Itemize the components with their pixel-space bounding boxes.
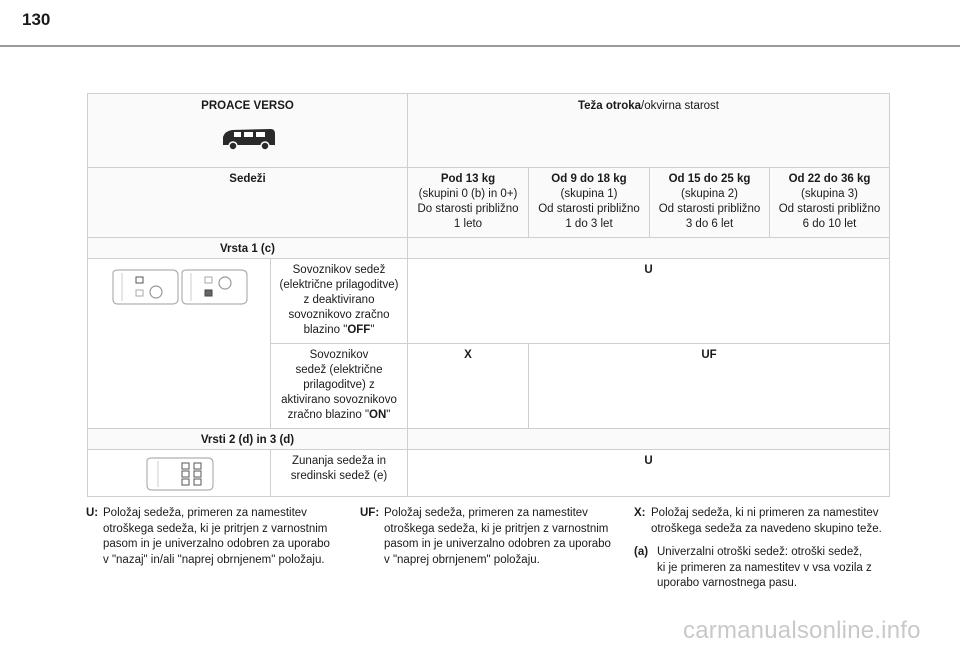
group-line: Do starosti približno — [417, 203, 519, 215]
desc-line: sedež (električne — [295, 364, 383, 376]
suitability-value: UF — [701, 349, 717, 361]
footnote-line: pasom in je univerzalno odobren za uporabo — [103, 538, 330, 550]
group-cell-2 — [649, 167, 770, 238]
group-weight: Pod 13 kg — [440, 173, 496, 185]
desc-line: z deaktivirano — [303, 294, 375, 306]
group-line: 1 leto — [453, 218, 483, 230]
group-weight: Od 22 do 36 kg — [788, 173, 871, 185]
footnote-u — [86, 506, 346, 570]
footnote-line: pasom in je univerzalno odobren za uporabo — [384, 538, 611, 550]
footnote-x — [634, 506, 904, 538]
desc-line: Sovoznikov sedež — [292, 264, 386, 276]
row1-label: Vrsta 1 (c) — [220, 243, 275, 255]
group-line: (skupina 2) — [681, 188, 738, 200]
row2-label-cell — [87, 428, 408, 450]
footnote-line: Univerzalni otroški sedež: otroški sedež, — [657, 546, 863, 558]
desc-line: sovoznikovo zračno — [288, 309, 390, 321]
airbag-on-label: ON — [369, 409, 387, 421]
footnote-line: v "naprej obrnjenem" položaju. — [384, 553, 540, 566]
group-line: Od starosti približno — [658, 203, 761, 215]
group-line: (skupina 3) — [801, 188, 858, 200]
group-line: (skupini 0 (b) in 0+) — [418, 188, 518, 200]
desc-line: prilagoditve) z — [303, 379, 375, 391]
footnote-key: UF: — [360, 507, 380, 519]
weight-header-rest: /okvirna starost — [641, 100, 720, 112]
footnote-line: otroškega sedeža, ki je pritrjen z varnostnim — [103, 522, 328, 535]
footnote-key: U: — [86, 507, 99, 519]
desc-last-suffix: " — [386, 409, 391, 421]
group-line: Od starosti približno — [778, 203, 881, 215]
group-weight: Od 9 do 18 kg — [551, 173, 627, 185]
seats-label-cell — [87, 167, 408, 238]
group-line: 6 do 10 let — [802, 218, 857, 230]
desc-last-prefix: zračno blazino " — [287, 409, 370, 421]
footnote-line: v "nazaj" in/ali "naprej obrnjenem" položaju. — [103, 553, 325, 566]
desc-line: aktivirano sovoznikovo — [281, 394, 397, 406]
group-weight: Od 15 do 25 kg — [668, 173, 751, 185]
footnote-line: Položaj sedeža, primeren za namestitev — [384, 507, 588, 519]
desc-line: Zunanja sedeža in — [292, 455, 386, 467]
weight-header-cell — [407, 93, 890, 168]
passenger-on-group1-cell — [407, 343, 529, 429]
page-number: 130 — [22, 10, 51, 29]
desc-last-prefix: blazino " — [303, 324, 348, 336]
desc-line: sredinski sedež (e) — [290, 470, 388, 482]
desc-line: Sovoznikov — [309, 349, 369, 361]
footnote-uf — [360, 506, 625, 570]
watermark: carmanualsonline.info — [683, 617, 921, 644]
group-line: Od starosti približno — [538, 203, 640, 215]
row1-empty-cell — [407, 237, 890, 259]
suitability-value: U — [644, 455, 653, 467]
footnote-line: Položaj sedeža, ki ni primeren za namestitev — [651, 507, 879, 519]
desc-last-suffix: " — [370, 324, 375, 336]
group-cell-0 — [407, 167, 529, 238]
rear-seats-diagram-icon — [144, 456, 216, 492]
footnote-a — [634, 545, 904, 593]
row2-label: Vrsti 2 (d) in 3 (d) — [200, 434, 295, 446]
weight-header-bold: Teža otroka — [577, 100, 642, 112]
model-name: PROACE VERSO — [201, 100, 294, 112]
footnote-key: (a) — [634, 546, 649, 558]
group-cell-1 — [528, 167, 650, 238]
passenger-on-rest-cell — [528, 343, 890, 429]
row2-empty-cell — [407, 428, 890, 450]
passenger-off-value-cell — [407, 258, 890, 344]
passenger-off-desc-cell — [270, 258, 408, 344]
outer-seats-value-cell — [407, 449, 890, 497]
footnote-key: X: — [634, 507, 646, 519]
front-seats-image-cell — [87, 258, 271, 429]
footnote-line: uporabo varnostnega pasu. — [657, 577, 798, 589]
suitability-value: X — [464, 349, 472, 361]
rear-seats-image-cell — [87, 449, 271, 497]
seats-label: Sedeži — [229, 173, 266, 185]
group-cell-3 — [769, 167, 890, 238]
group-line: 1 do 3 let — [565, 218, 613, 230]
footnote-line: ki je primeren za namestitev v vsa vozila z — [657, 561, 872, 574]
row1-label-cell — [87, 237, 408, 259]
passenger-on-desc-cell — [270, 343, 408, 429]
footnote-line: otroškega sedeža, ki je pritrjen z varnostnim — [384, 522, 609, 535]
airbag-off-label: OFF — [347, 324, 371, 336]
front-seats-diagram-icon — [110, 267, 250, 307]
top-rule — [0, 45, 960, 47]
van-icon — [219, 125, 279, 153]
suitability-value: U — [644, 264, 653, 276]
group-line: 3 do 6 let — [685, 218, 734, 230]
group-line: (skupina 1) — [560, 188, 618, 200]
model-cell — [87, 93, 408, 168]
footnote-line: otroškega sedeža za navedeno skupino teže. — [651, 522, 882, 535]
outer-seats-desc-cell — [270, 449, 408, 497]
footnote-line: Položaj sedeža, primeren za namestitev — [103, 507, 307, 519]
desc-line: (električne prilagoditve) — [279, 279, 399, 291]
